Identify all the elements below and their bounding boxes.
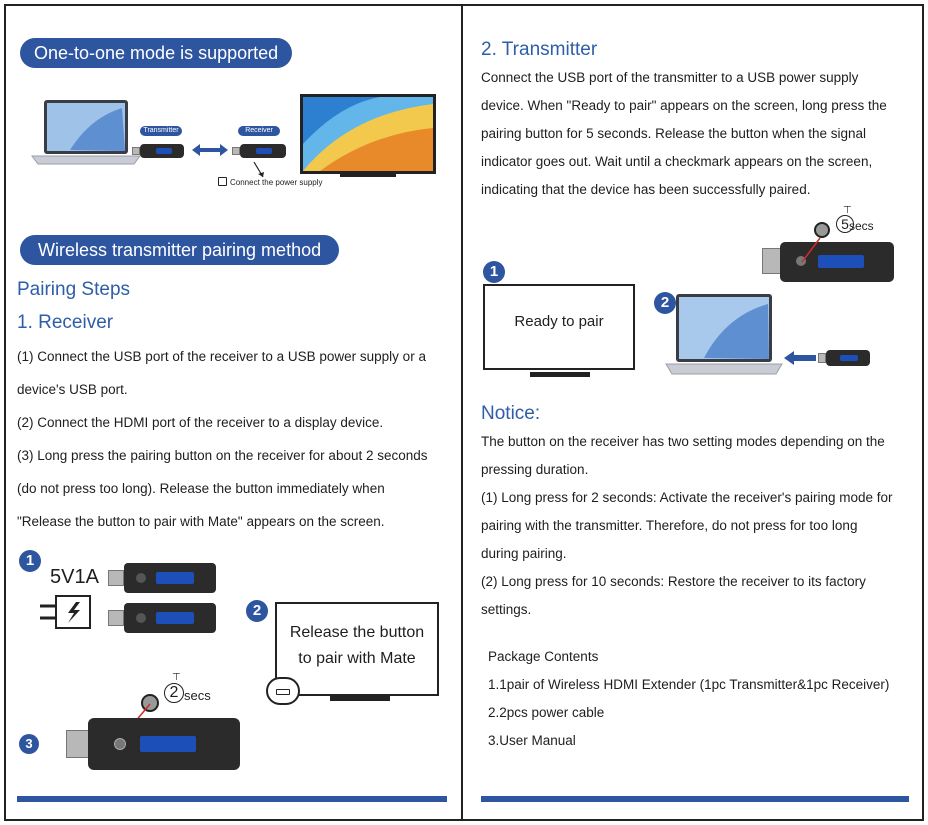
one-to-one-pill: One-to-one mode is supported [20,38,292,68]
notice-heading: Notice: [481,403,541,424]
notice-line: pairing with the transmitter. Therefore, do not press for too long [481,518,858,533]
pairing-method-pill: Wireless transmitter pairing method [20,235,339,265]
transmitter-instructions [481,64,916,204]
press-duration-unit: secs [849,219,874,233]
press-duration-number: 2 [164,683,184,703]
transmitter-heading: 2. Transmitter [481,39,598,60]
transmitter-tag: Transmitter [140,126,182,136]
right-footer-bar [481,796,909,802]
notice-text [481,428,921,624]
transmitter-dongle-small [826,350,870,366]
power-adapter-icon [38,594,94,630]
power-rating-label: 5V1A [50,566,99,588]
step-number-2: 2 [654,292,676,314]
receiver-instructions [17,340,452,538]
transmitter-line: indicator goes out. Wait until a checkmark appears on the screen, [481,154,873,169]
notice-line: (2) Long press for 10 seconds: Restore the receiver to its factory [481,574,866,589]
transmitter-dongle [124,603,216,633]
receiver-dongle [124,563,216,593]
press-duration-number: 5 [836,215,854,233]
receiver-line: (2) Connect the HDMI port of the receiver to a display device. [17,415,384,430]
press-marker-icon: ⊤ [843,205,852,216]
power-caption: Connect the power supply [230,178,323,187]
receiver-line: "Release the button to pair with Mate" appears on the screen. [17,514,385,529]
pointer-line [796,236,826,266]
transmitter-plug [132,147,140,155]
press-duration-unit: secs [184,688,211,703]
transmitter-line: device. When "Ready to pair" appears on the screen, long press the [481,98,887,113]
transmitter-dongle [140,144,184,158]
ready-screen: Ready to pair [483,284,635,370]
receiver-dongle [240,144,286,158]
step-number-1: 1 [483,261,505,283]
press-marker-icon: ⊤ [172,672,181,683]
one-to-one-diagram [20,92,450,192]
notice-line: during pairing. [481,546,567,561]
notice-line: pressing duration. [481,462,589,477]
double-arrow-icon [190,142,230,158]
receiver-plug [232,147,240,155]
receiver-dongle-plug [108,570,124,586]
column-divider [461,4,463,821]
power-plug-icon [218,177,227,186]
receiver-line: (3) Long press the pairing button on the receiver for about 2 seconds [17,448,428,463]
package-item: 2.2pcs power cable [488,705,605,720]
release-screen [275,602,439,696]
tv-icon [300,94,436,182]
step-number-3: 3 [19,734,39,754]
pointer-arrow-icon [252,160,266,180]
tv-stand [330,696,390,701]
package-heading: Package Contents [488,649,599,664]
big-receiver-dongle [88,718,240,770]
transmitter-dongle-plug [108,610,124,626]
left-arrow-icon [782,350,818,366]
big-dongle-plug [66,730,90,758]
transmitter-line: Connect the USB port of the transmitter to a USB power supply [481,70,859,85]
notice-line: (1) Long press for 2 seconds: Activate the receiver's pairing mode for [481,490,893,505]
release-screen-line: Release the button [289,624,425,641]
receiver-line: (1) Connect the USB port of the receiver to a USB power supply or a [17,349,426,364]
transmitter-line: pairing button for 5 seconds. Release the button when the signal [481,126,867,141]
laptop-icon [30,98,142,166]
left-footer-bar [17,796,447,802]
notice-line: The button on the receiver has two setting modes depending on the [481,434,885,449]
package-item: 1.1pair of Wireless HDMI Extender (1pc Transmitter&1pc Receiver) [488,677,890,692]
receiver-heading: 1. Receiver [17,312,114,333]
laptop-icon [664,292,784,376]
release-screen-line: to pair with Mate [298,650,416,667]
transmitter-plug-small [818,353,826,363]
step-number-2: 2 [246,600,268,622]
receiver-line: device's USB port. [17,382,128,397]
receiver-line: (do not press too long). Release the button immediately when [17,481,385,496]
hdmi-port-icon [266,677,300,705]
tv-stand [530,372,590,377]
notice-line: settings. [481,602,532,617]
step-number-1: 1 [19,550,41,572]
transmitter-line: indicating that the device has been successfully paired. [481,182,811,197]
package-item: 3.User Manual [488,733,576,748]
pairing-steps-heading: Pairing Steps [17,279,131,300]
receiver-tag: Receiver [238,126,280,136]
